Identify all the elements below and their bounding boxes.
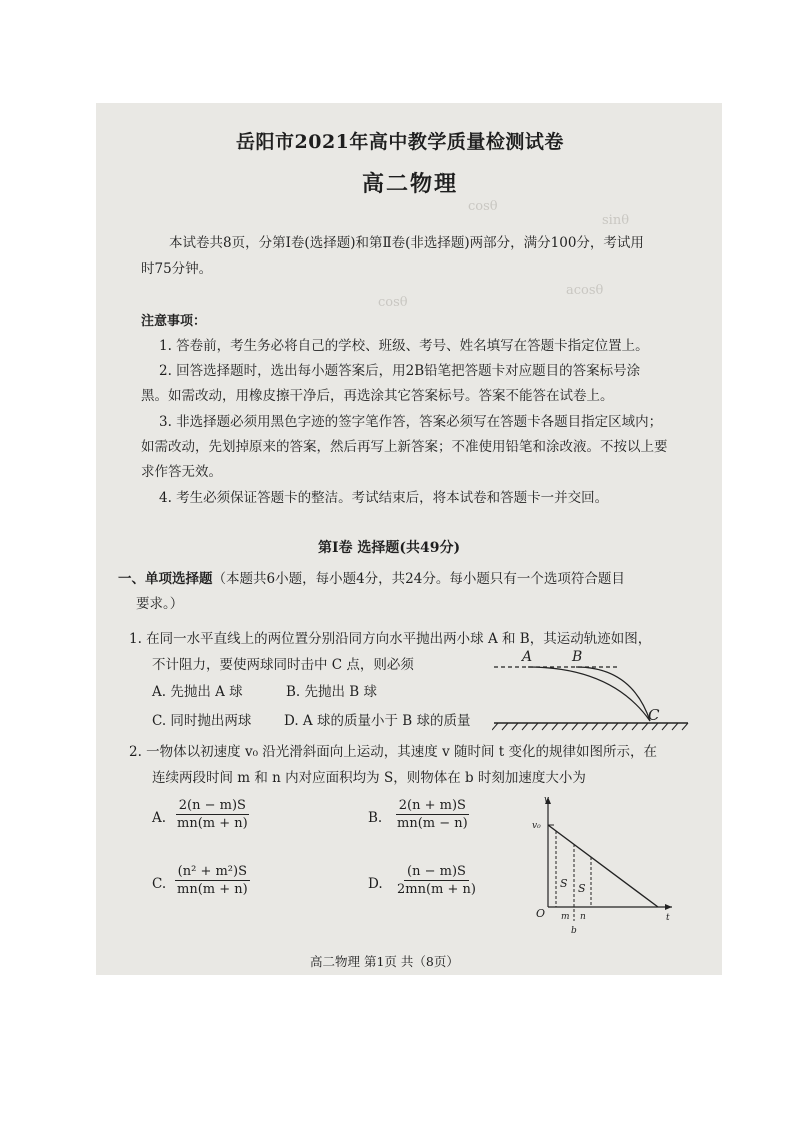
q2-option-a-formula (174, 797, 251, 832)
bleed-through: sinθ (602, 213, 630, 228)
q1-trajectory-figure (492, 646, 692, 731)
formula-numerator: 2(n − m)S (176, 797, 249, 815)
area-s2-label: S (578, 882, 586, 895)
q1-stem-2: 不计阻力，要使两球同时击中 C 点，则必须 (152, 657, 414, 673)
formula-numerator: 2(n + m)S (396, 797, 469, 815)
formula-denominator: mn(m − n) (397, 816, 468, 831)
area-s1-label: S (560, 877, 568, 890)
notice-item: 3. 非选择题必须用黑色字迹的签字笔作答，答案必须写在答题卡各题目指定区域内； (159, 414, 663, 430)
notice-item: 2. 回答选择题时，选出每小题答案后，用2B铅笔把答题卡对应题目的答案标号涂 (159, 363, 641, 379)
v0-label: v₀ (532, 821, 541, 831)
q2-stem-1: 2. 一物体以初速度 v₀ 沿光滑斜面向上运动，其速度 v 随时间 t 变化的规律如图所示，在 (129, 744, 658, 760)
formula-denominator: mn(m + n) (177, 882, 248, 897)
intro-line-2: 时75分钟。 (141, 261, 213, 277)
q2-option-d-formula (394, 863, 479, 898)
exam-title: 岳阳市2021年高中教学质量检测试卷 (236, 131, 564, 153)
part1-heading: 第Ⅰ卷 选择题(共49分) (318, 540, 461, 556)
q2-option-a-label: A. (152, 810, 167, 826)
interval-n-label: n (580, 912, 586, 922)
bleed-through: cosθ (468, 199, 498, 214)
q1-stem-1: 1. 在同一水平直线上的两位置分别沿同方向水平抛出两小球 A 和 B，其运动轨迹如图， (129, 631, 652, 647)
formula-denominator: mn(m + n) (177, 816, 248, 831)
q2-option-c-label: C. (152, 876, 167, 892)
q2-option-b-formula (394, 797, 471, 832)
q2-option-c-formula (174, 863, 251, 898)
notice-heading: 注意事项： (141, 314, 207, 329)
exam-page (96, 103, 722, 975)
bleed-through: cosθ (378, 295, 408, 310)
section-desc: （本题共6小题，每小题4分，共24分。每小题只有一个选项符合题目 (212, 571, 625, 587)
v-axis-label: v (544, 795, 550, 805)
notice-item: 1. 答卷前，考生务必将自己的学校、班级、考号、姓名填写在答题卡指定位置上。 (159, 338, 649, 354)
section-heading (118, 570, 625, 588)
q2-stem-2: 连续两段时间 m 和 n 内对应面积均为 S，则物体在 b 时刻加速度大小为 (152, 770, 586, 786)
point-a-label: A (522, 649, 533, 665)
q2-velocity-time-graph (530, 793, 676, 935)
notice-item: 黑。如需改动，用橡皮擦干净后，再选涂其它答案标号。答案不能答在试卷上。 (141, 388, 614, 404)
section-title: 一、单项选择题 (118, 571, 213, 587)
interval-m-label: m (561, 912, 570, 922)
notice-item: 如需改动，先划掉原来的答案，然后再写上新答案；不准使用铅笔和涂改液。不按以上要 (141, 439, 668, 455)
q1-option-d: D. A 球的质量小于 B 球的质量 (284, 713, 471, 729)
notice-item: 求作答无效。 (141, 464, 222, 480)
bleed-through: acosθ (566, 283, 604, 298)
section-desc-2: 要求。） (136, 596, 184, 612)
origin-label: O (536, 907, 546, 920)
q2-option-d-label: D. (368, 876, 383, 892)
point-c-label: C (648, 706, 660, 724)
notice-item: 4. 考生必须保证答题卡的整洁。考试结束后，将本试卷和答题卡一并交回。 (159, 490, 609, 506)
q1-option-b: B. 先抛出 B 球 (286, 684, 378, 700)
q1-option-a: A. 先抛出 A 球 (152, 684, 243, 700)
time-b-label: b (571, 926, 577, 935)
intro-line-1: 本试卷共8页，分第Ⅰ卷(选择题)和第Ⅱ卷(非选择题)两部分，满分100分，考试用 (169, 235, 644, 251)
t-axis-label: t (666, 913, 670, 923)
formula-numerator: (n² + m²)S (175, 863, 250, 881)
page-footer: 高二物理 第1页 共（8页） (310, 954, 459, 969)
q2-option-b-label: B. (368, 810, 383, 826)
point-b-label: B (572, 649, 583, 665)
subject-title: 高二物理 (362, 171, 459, 197)
q1-option-c: C. 同时抛出两球 (152, 713, 252, 729)
formula-numerator: (n − m)S (404, 863, 469, 881)
formula-denominator: 2mn(m + n) (397, 882, 476, 897)
